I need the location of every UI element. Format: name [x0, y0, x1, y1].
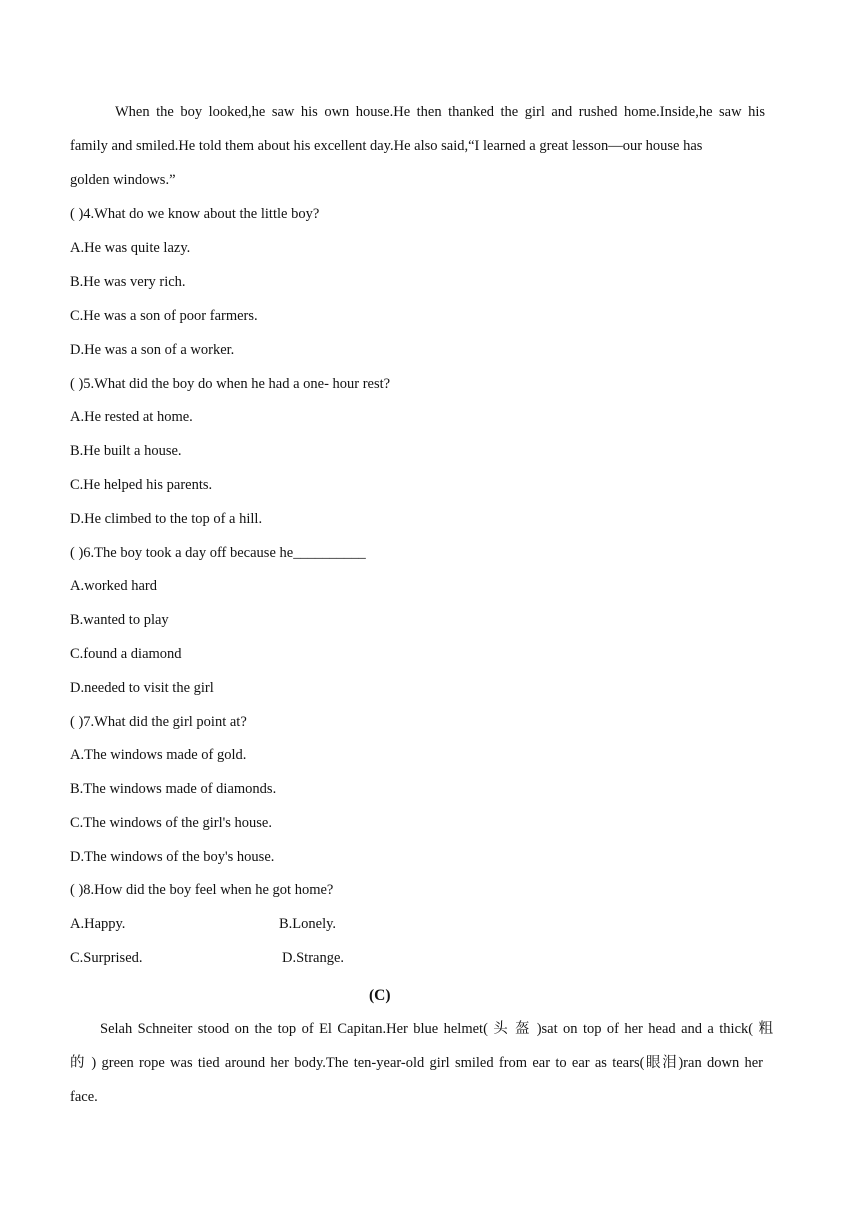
- passage-line: Selah Schneiter stood on the top of El Capitan.Her blue helmet( 头 盔 )sat on top of her head and a thick( 粗: [100, 1021, 773, 1037]
- question-7-stem: ( )7.What did the girl point at?: [70, 714, 247, 730]
- question-8-option-b: B.Lonely.: [279, 916, 337, 932]
- passage-line: face.: [70, 1089, 98, 1105]
- question-4-option-b: B.He was very rich.: [70, 274, 186, 290]
- question-5-option-c: C.He helped his parents.: [70, 477, 213, 493]
- question-6-stem: ( )6.The boy took a day off because he__________: [70, 545, 366, 561]
- question-5-stem: ( )5.What did the boy do when he had a one- hour rest?: [70, 376, 391, 392]
- passage-line: family and smiled.He told them about his excellent day.He also said,“I learned a great lesson—our house has: [70, 138, 703, 154]
- question-4-stem: ( )4.What do we know about the little boy?: [70, 206, 320, 222]
- question-7-option-a: A.The windows made of gold.: [70, 747, 247, 763]
- question-7-option-c: C.The windows of the girl's house.: [70, 815, 272, 831]
- question-6-option-a: A.worked hard: [70, 578, 157, 594]
- question-6-option-d: D.needed to visit the girl: [70, 680, 214, 696]
- question-8-stem: ( )8.How did the boy feel when he got home?: [70, 882, 334, 898]
- passage-line: When the boy looked,he saw his own house.He then thanked the girl and rushed home.Inside,he saw his: [115, 104, 765, 120]
- passage-line: 的 ) green rope was tied around her body.The ten-year-old girl smiled from ear to ear as tears(眼泪)ran down her: [70, 1055, 763, 1071]
- question-8-option-c: C.Surprised.: [70, 950, 143, 966]
- question-7-option-d: D.The windows of the boy's house.: [70, 849, 275, 865]
- question-6-option-b: B.wanted to play: [70, 612, 169, 628]
- section-heading: (C): [369, 987, 391, 1004]
- passage-line: golden windows.”: [70, 172, 176, 188]
- question-8-option-a: A.Happy.: [70, 916, 126, 932]
- question-6-option-c: C.found a diamond: [70, 646, 182, 662]
- question-7-option-b: B.The windows made of diamonds.: [70, 781, 277, 797]
- question-5-option-b: B.He built a house.: [70, 443, 182, 459]
- question-4-option-d: D.He was a son of a worker.: [70, 342, 235, 358]
- question-5-option-d: D.He climbed to the top of a hill.: [70, 511, 263, 527]
- question-4-option-c: C.He was a son of poor farmers.: [70, 308, 258, 324]
- question-4-option-a: A.He was quite lazy.: [70, 240, 191, 256]
- question-5-option-a: A.He rested at home.: [70, 409, 193, 425]
- question-8-option-d: D.Strange.: [282, 950, 345, 966]
